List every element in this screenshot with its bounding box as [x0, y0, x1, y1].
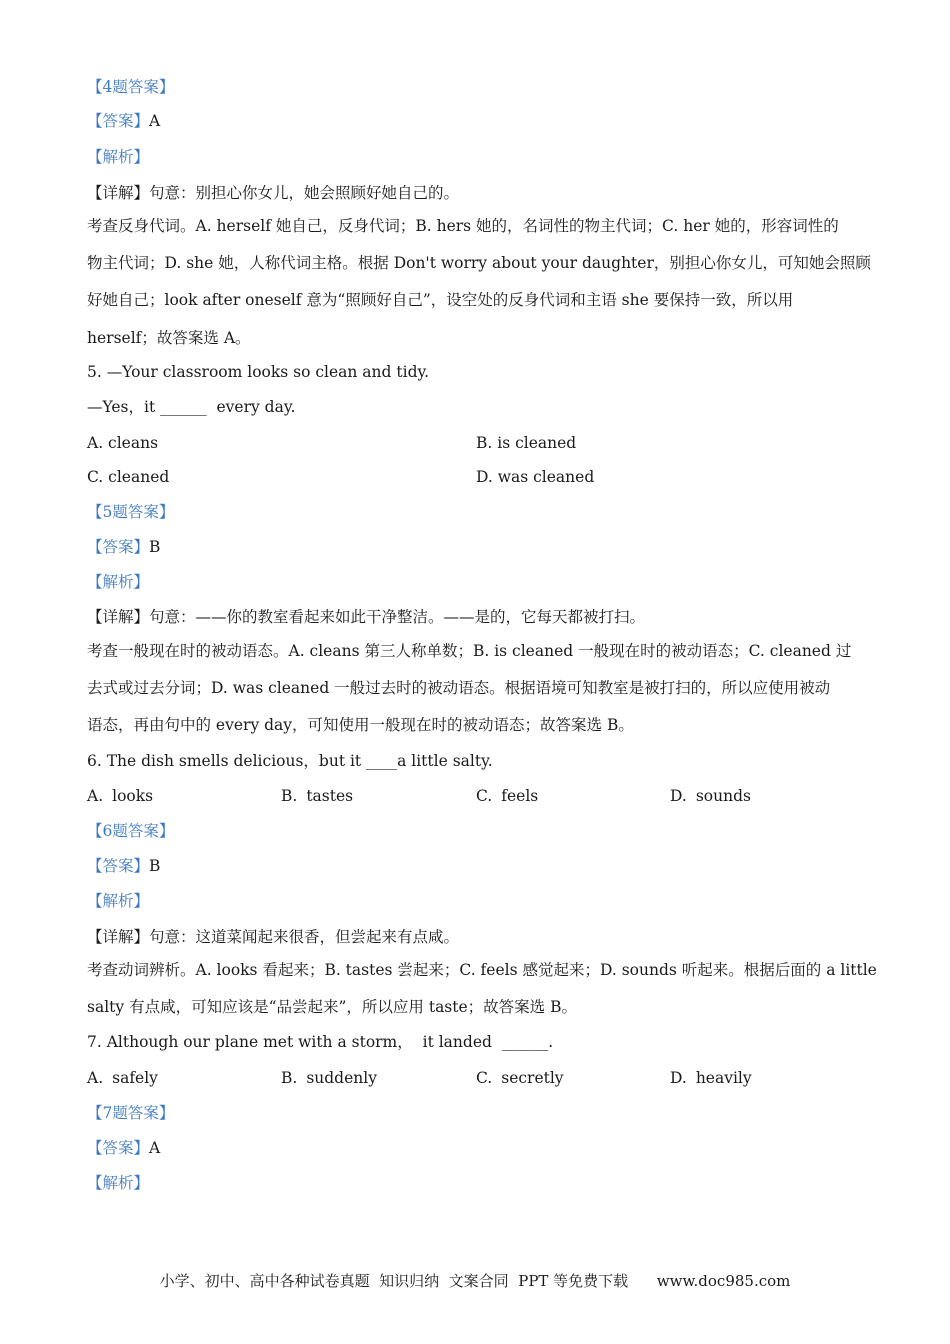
q6-body-line: 考查动词辨析。A. looks 看起来；B. tastes 尝起来；C. feels 感觉起来；D. sounds 听起来。根据后面的 a little [87, 961, 877, 979]
answer-value: B [149, 538, 161, 556]
q5-answer-line [87, 537, 160, 557]
q5-body-line: 去式或过去分词；D. was cleaned 一般过去时的被动语态。根据语境可知教室是被打扫的，所以应使用被动 [87, 679, 831, 697]
q7-analysis-tag: 【解析】 [87, 1174, 150, 1192]
option-text: feels [501, 787, 539, 805]
q7-option-a [87, 1068, 158, 1088]
q4-answer-header: 【4题答案】 [87, 78, 175, 96]
q5-answer-header: 【5题答案】 [87, 503, 175, 521]
q5-stem: 5. —Your classroom looks so clean and tidy. [87, 363, 430, 381]
q5-option-b: B. is cleaned [476, 434, 577, 452]
q5-detail-line [87, 607, 645, 627]
option-text: heavily [695, 1069, 752, 1087]
detail-tag: 【详解】 [87, 608, 150, 626]
option-letter: C. [476, 787, 493, 805]
q6-option-a [87, 786, 153, 806]
q4-body-line: 物主代词；D. she 她，人称代词主格。根据 Don't worry about your daughter，别担心你女儿，可知她会照顾 [87, 254, 871, 272]
detail-text: 句意：——你的教室看起来如此干净整洁。——是的，它每天都被打扫。 [149, 608, 646, 626]
option-letter: C. [476, 1069, 493, 1087]
page-footer: 小学、初中、高中各种试卷真题 知识归纳 文案合同 PPT 等免费下载 www.doc985.com [159, 1272, 791, 1290]
q6-answer-line [87, 856, 160, 876]
q6-option-b [281, 786, 353, 806]
q7-stem: 7. Although our plane met with a storm， it landed ______. [87, 1033, 554, 1051]
option-text: suddenly [306, 1069, 377, 1087]
detail-text: 句意：别担心你女儿，她会照顾好她自己的。 [149, 184, 460, 202]
option-letter: B. [281, 1069, 298, 1087]
option-text: looks [112, 787, 154, 805]
answer-tag: 【答案】 [87, 112, 150, 130]
q7-answer-header: 【7题答案】 [87, 1104, 175, 1122]
q6-answer-header: 【6题答案】 [87, 822, 175, 840]
q4-answer-line [87, 111, 160, 131]
answer-tag: 【答案】 [87, 857, 150, 875]
q7-option-d [670, 1068, 752, 1088]
option-letter: B. [281, 787, 298, 805]
q4-body-line: 好她自己；look after oneself 意为“照顾好自己”，设空处的反身代词和主语 she 要保持一致，所以用 [87, 291, 794, 309]
q5-stem-reply: —Yes，it ______ every day. [87, 398, 296, 416]
detail-tag: 【详解】 [87, 184, 150, 202]
q6-analysis-tag: 【解析】 [87, 892, 150, 910]
q7-option-c [476, 1068, 564, 1088]
option-letter: D. [670, 1069, 687, 1087]
q6-detail-line [87, 927, 459, 947]
detail-tag: 【详解】 [87, 928, 150, 946]
q4-body-line: 考查反身代词。A. herself 她自己，反身代词；B. hers 她的，名词性的物主代词；C. her 她的，形容词性的 [87, 217, 839, 235]
option-letter: A. [87, 1069, 104, 1087]
option-text: sounds [695, 787, 751, 805]
answer-value: B [149, 857, 161, 875]
q7-option-b [281, 1068, 377, 1088]
option-letter: A. [87, 787, 104, 805]
option-text: safely [112, 1069, 158, 1087]
option-text: secretly [501, 1069, 564, 1087]
answer-tag: 【答案】 [87, 538, 150, 556]
option-letter: D. [670, 787, 687, 805]
detail-text: 句意：这道菜闻起来很香，但尝起来有点咸。 [149, 928, 460, 946]
answer-value: A [149, 1139, 161, 1157]
answer-value: A [149, 112, 161, 130]
q5-body-line: 考查一般现在时的被动语态。A. cleans 第三人称单数；B. is cleaned 一般现在时的被动语态；C. cleaned 过 [87, 642, 852, 660]
q6-stem: 6. The dish smells delicious，but it ____a little salty. [87, 752, 493, 770]
q5-analysis-tag: 【解析】 [87, 573, 150, 591]
q5-body-line: 语态，再由句中的 every day，可知使用一般现在时的被动语态；故答案选 B。 [87, 716, 634, 734]
q7-answer-line [87, 1138, 160, 1158]
q5-option-c: C. cleaned [87, 468, 170, 486]
option-text: tastes [306, 787, 354, 805]
answer-tag: 【答案】 [87, 1139, 150, 1157]
q5-option-d: D. was cleaned [476, 468, 595, 486]
q6-option-d [670, 786, 751, 806]
q4-body-line: herself；故答案选 A。 [87, 329, 251, 347]
q4-detail-line [87, 183, 459, 203]
q5-option-a: A. cleans [87, 434, 159, 452]
q6-option-c [476, 786, 538, 806]
q4-analysis-tag: 【解析】 [87, 148, 150, 166]
q6-body-line: salty 有点咸，可知应该是“品尝起来”，所以应用 taste；故答案选 B。 [87, 998, 577, 1016]
